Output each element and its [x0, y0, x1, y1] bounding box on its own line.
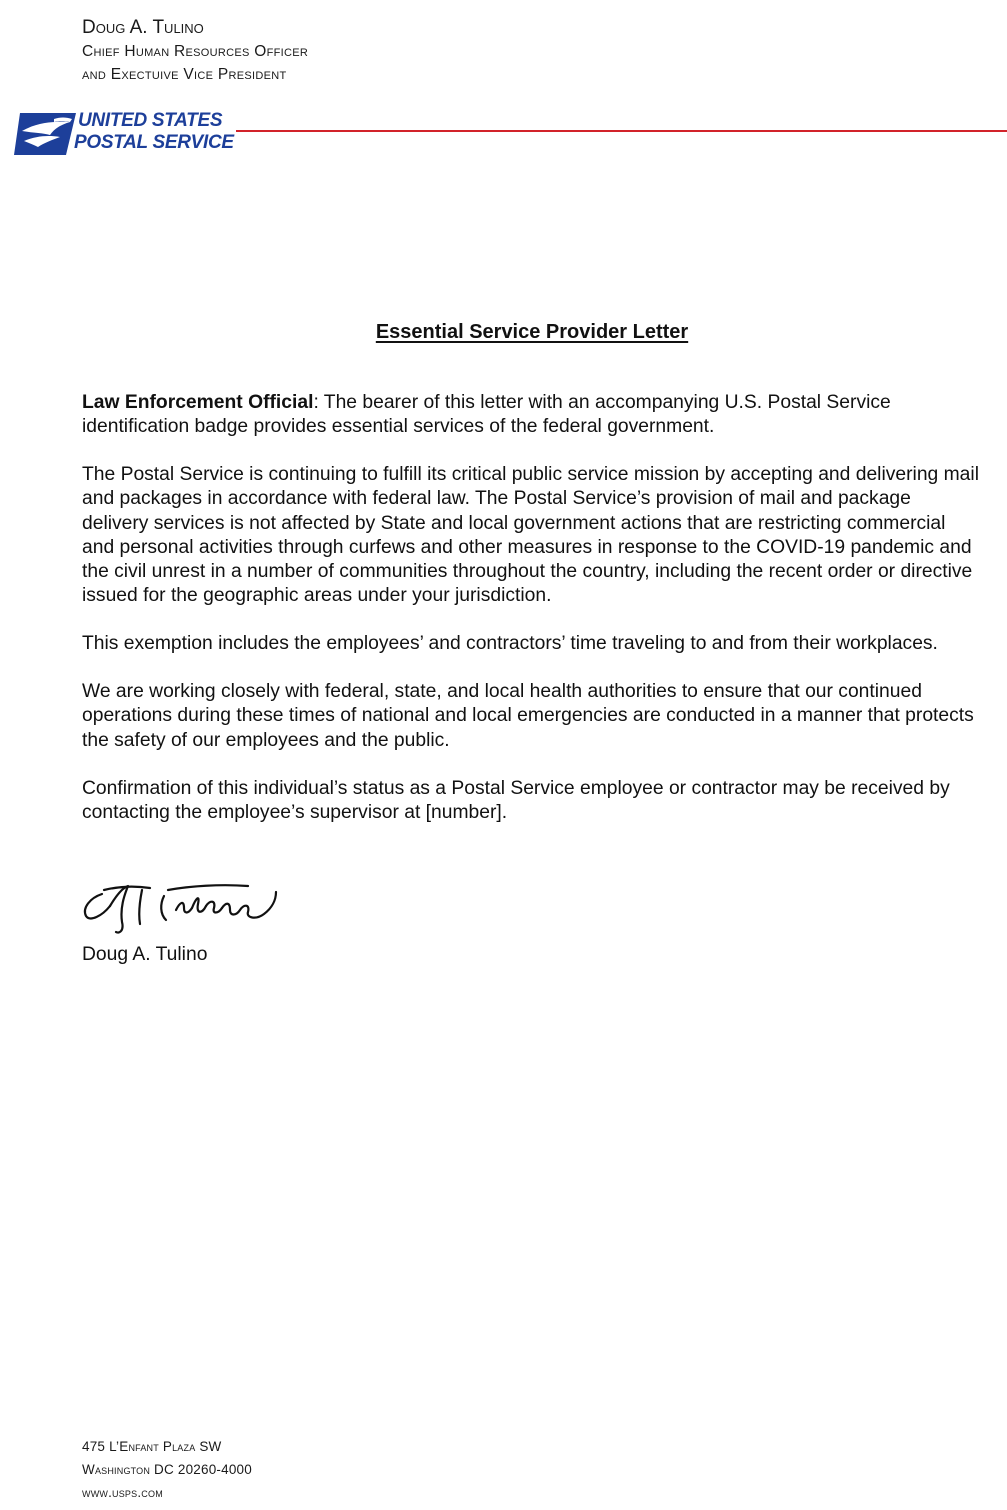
sender-title-line-1: Chief Human Resources Officer — [82, 43, 309, 60]
usps-logo-text — [74, 110, 234, 154]
paragraph-1-lead: Law Enforcement Official — [82, 392, 314, 413]
paragraph-2: The Postal Service is continuing to fulfill its critical public service mission by accepting and delivering mail and packages in accordance with federal law. The Postal Service’s provision of mail and package delivery services is not affected by State and local government actions that are restricting commercial and personal activities through curfews and other measures in response to the COVID-19 pandemic and the civil unrest in a number of communities throughout the country, including the recent order or directive issued for the geographic areas under your jurisdiction. — [82, 464, 979, 607]
sender-name: Doug A. Tulino — [82, 17, 204, 38]
paragraph-3: This exemption includes the employees’ and contractors’ time traveling to and from their workplaces. — [82, 633, 938, 655]
letter-body — [82, 391, 982, 849]
sender-title-line-2: and Exectuive Vice President — [82, 66, 287, 83]
footer-address — [82, 1435, 252, 1504]
footer-address-line-1: 475 L’Enfant Plaza SW — [82, 1439, 222, 1454]
header-rule — [236, 130, 1007, 132]
paragraph-1 — [82, 391, 982, 439]
signer-name: Doug A. Tulino — [82, 944, 208, 965]
footer-website: www.usps.com — [82, 1485, 163, 1500]
logo-line-1: UNITED STATES — [78, 110, 223, 131]
paragraph-5: Confirmation of this individual’s status as a Postal Service employee or contractor may be received by contacting the employee’s supervisor at [number]. — [82, 777, 950, 823]
handwritten-signature — [80, 880, 292, 940]
paragraph-4: We are working closely with federal, state, and local health authorities to ensure that our continued operations during these times of national and local emergencies are conducted in a manner that protects the safety of our employees and the public. — [82, 681, 974, 751]
usps-eagle-icon — [14, 113, 76, 155]
footer-address-line-2: Washington DC 20260-4000 — [82, 1462, 252, 1477]
usps-logo — [14, 110, 244, 158]
paragraph-1-text: : The bearer of this letter with an accompanying U.S. Postal Service identification badge provides essential services of the federal government. — [82, 392, 891, 438]
letter-title: Essential Service Provider Letter — [375, 321, 689, 343]
sender-block — [82, 16, 308, 86]
logo-line-2: POSTAL SERVICE — [74, 132, 234, 153]
